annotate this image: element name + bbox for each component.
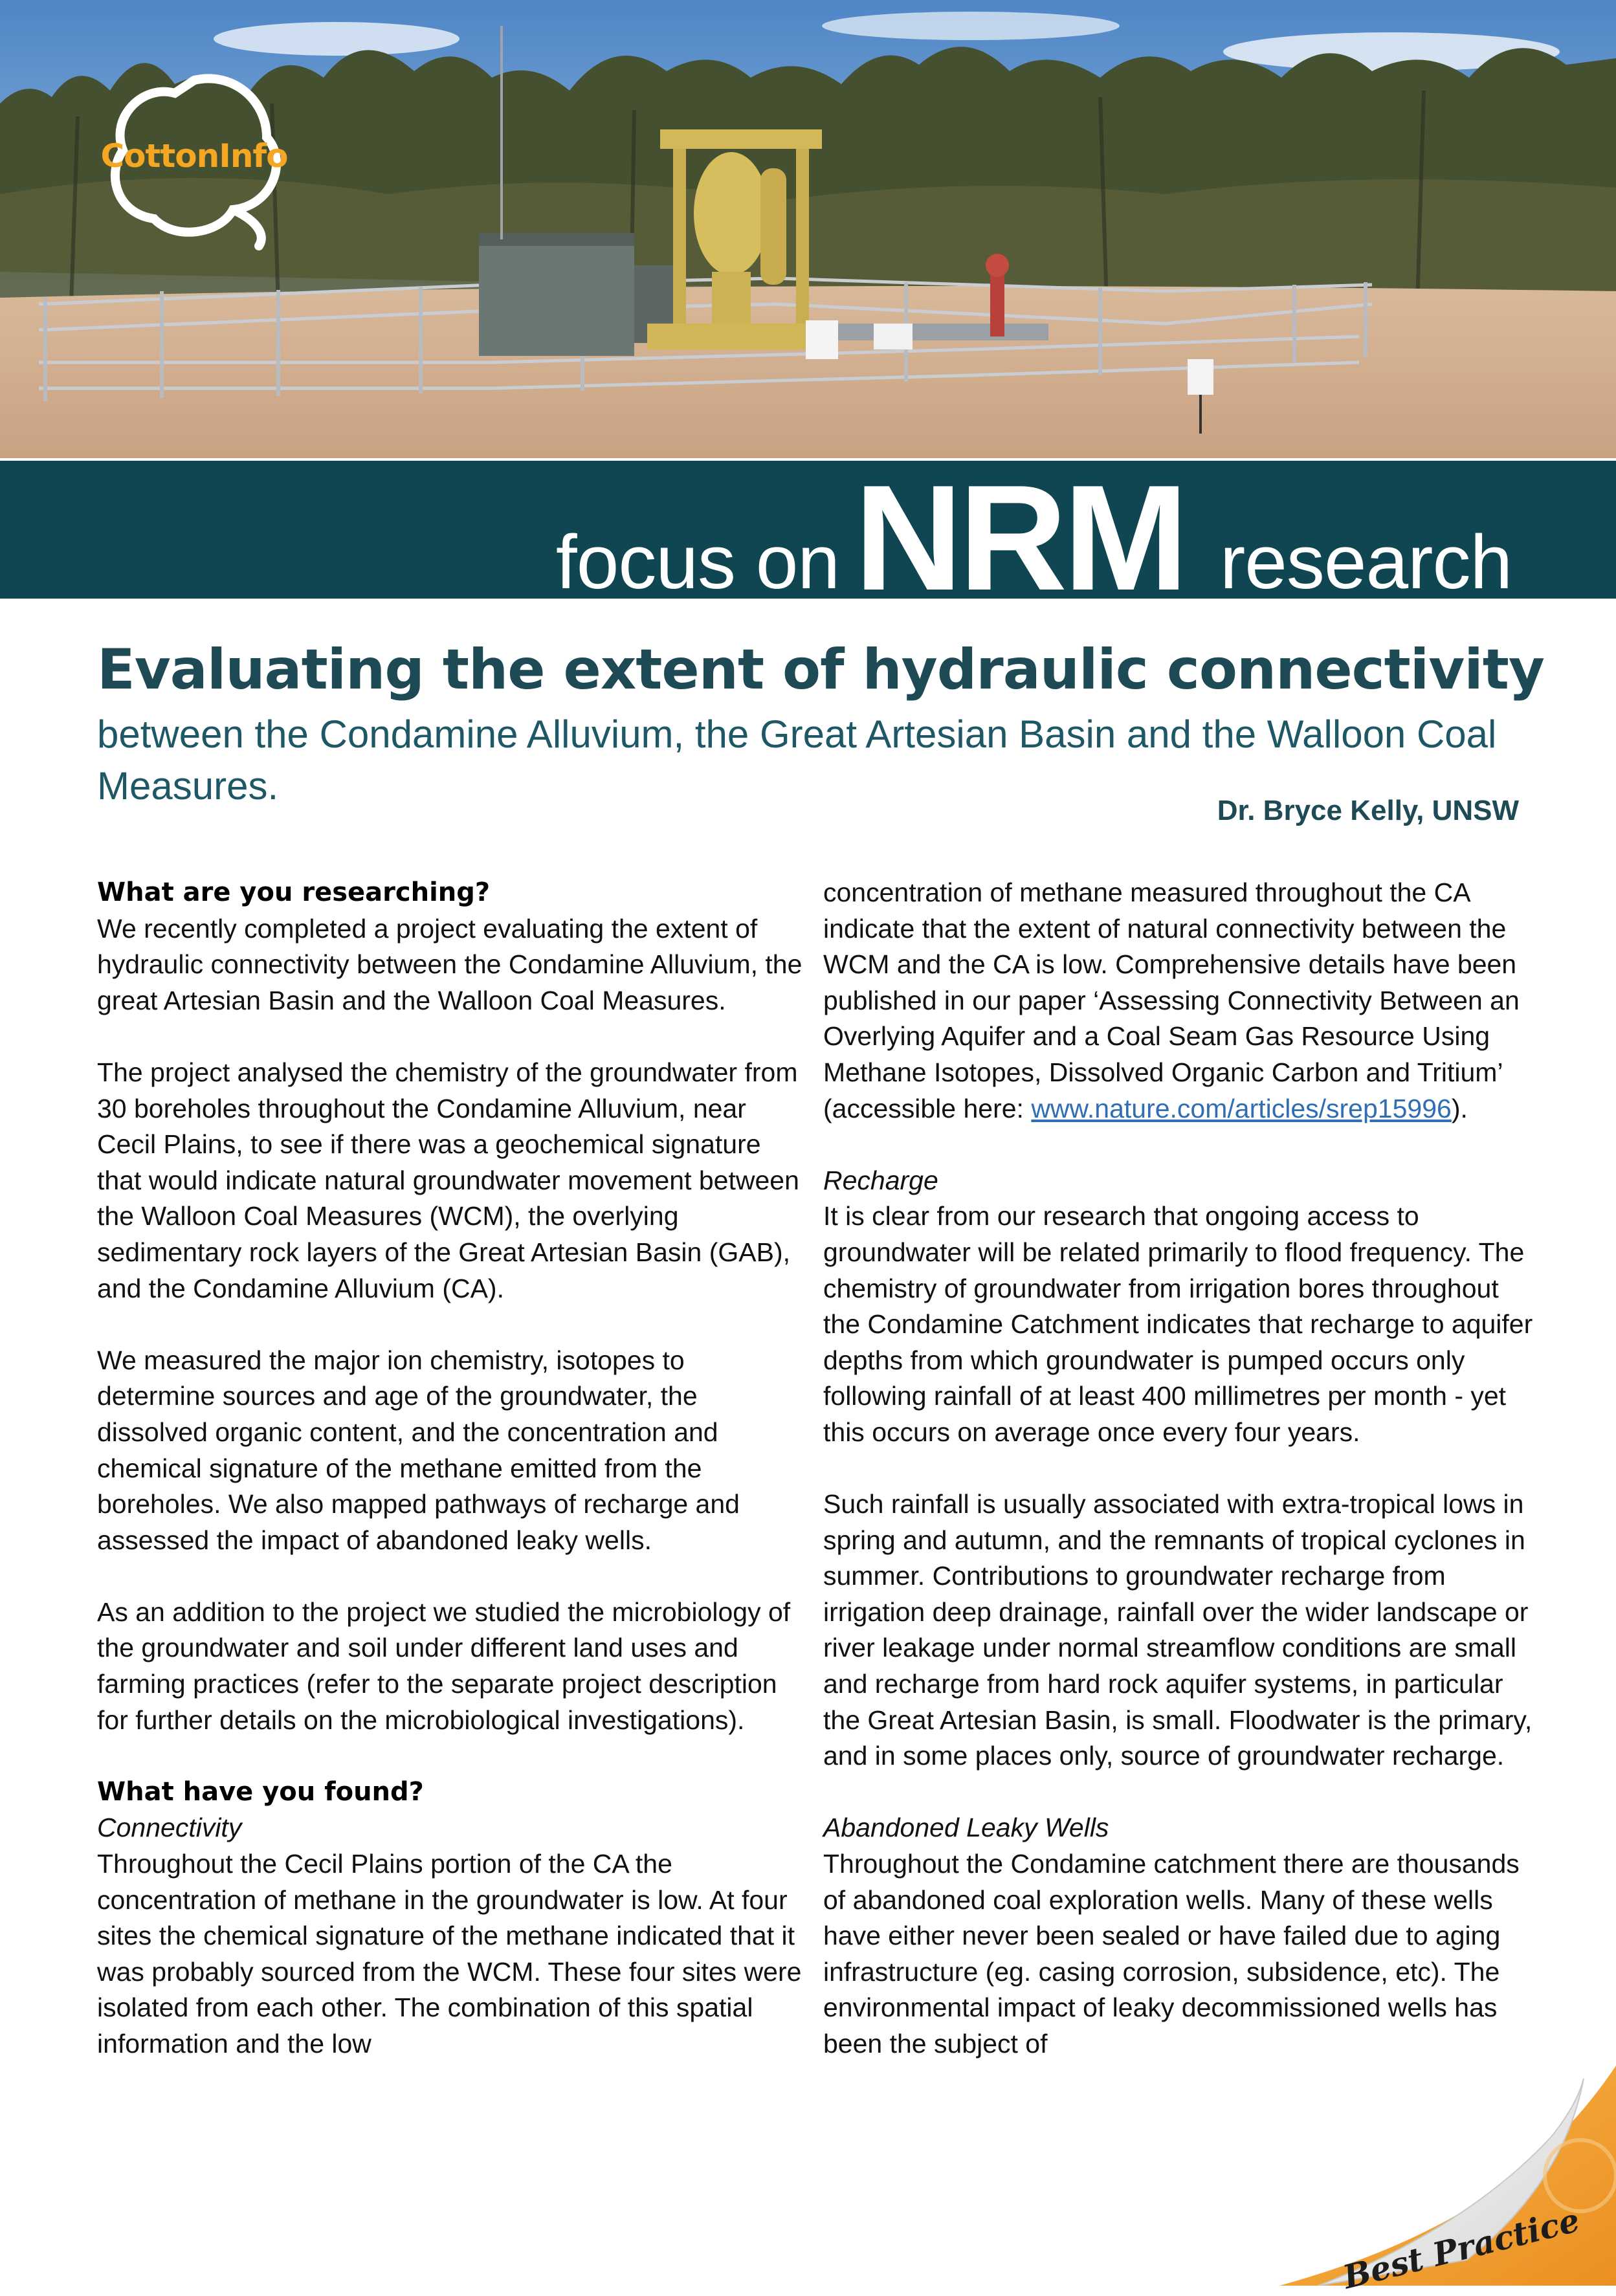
article-author: Dr. Bryce Kelly, UNSW <box>1217 795 1519 826</box>
best-practice-label: Best Practice <box>1339 2200 1584 2296</box>
article-title: Evaluating the extent of hydraulic connectivity <box>97 637 1544 702</box>
subheading-abandoned-leaky-wells: Abandoned Leaky Wells <box>823 1813 1109 1843</box>
paragraph: The project analysed the chemistry of the groundwater from 30 boreholes throughout the Condamine Alluvium, near Cecil Plains, to see if there was a geochemical signature that would indicate natural groundwater movement between the Walloon Coal Measures (WCM), the overlying sedimentary rock layers of the Great Artesian Basin (GAB), and the Condamine Alluvium (CA). <box>97 1057 799 1303</box>
paragraph: We measured the major ion chemistry, isotopes to determine sources and age of the groundwater, the dissolved organic content, and the concentration and chemical signature of the methane emitted from the boreholes. We also mapped pathways of recharge and assessed the impact of abandoned leaky wells. <box>97 1345 740 1555</box>
cottoninfo-logo <box>97 65 291 259</box>
heading-what-are-you-researching: What are you researching? <box>97 878 491 907</box>
banner-research: research <box>1220 520 1512 599</box>
paragraph: As an addition to the project we studied the microbiology of the groundwater and soil under different land uses and farming practices (refer to the separate project description for further details on the microbiological investigations). <box>97 1596 791 1735</box>
best-practice-page-curl <box>1254 2066 1616 2296</box>
right-column <box>823 875 1535 2062</box>
paragraph: It is clear from our research that ongoing access to groundwater will be related primarily to flood frequency. The chemistry of groundwater from irrigation bores throughout the Condamine Catchment indicates that recharge to aquifer depths from which groundwater is pumped occurs only following rainfall of at least 400 millimetres per month - yet this occurs on average once every four years. <box>823 1201 1533 1447</box>
left-column <box>97 875 802 2062</box>
article-link[interactable]: www.nature.com/articles/srep15996 <box>1031 1093 1452 1123</box>
paragraph: We recently completed a project evaluating the extent of hydraulic connectivity between the Condamine Alluvium, the great Artesian Basin and the Walloon Coal Measures. <box>97 913 802 1015</box>
subheading-connectivity: Connectivity <box>97 1813 242 1843</box>
banner-focus-on: focus on <box>555 520 839 599</box>
paragraph-text-end: ). <box>1451 1093 1468 1123</box>
paragraph <box>823 875 1535 1127</box>
focus-on-nrm-research-banner <box>0 461 1616 599</box>
article-subtitle: between the Condamine Alluvium, the Great Artesian Basin and the Walloon Coal Measures. <box>97 712 1497 808</box>
subheading-recharge: Recharge <box>823 1165 938 1195</box>
paragraph: Throughout the Condamine catchment there are thousands of abandoned coal exploration wells. Many of these wells have either never been sealed or have failed due to aging infrastructure (eg. casing corrosion, subsidence, etc). The environmental impact of leaky decommissioned wells has been the subject of <box>823 1849 1520 2059</box>
banner-nrm: NRM <box>854 461 1185 599</box>
heading-what-have-you-found: What have you found? <box>97 1776 424 1807</box>
paragraph: Throughout the Cecil Plains portion of the CA the concentration of methane in the groundwater is low. At four sites the chemical signature of the methane indicated that it was probably sourced from the WCM. These four sites were isolated from each other. The combination of this spatial information and the low <box>97 1849 802 2059</box>
hero-photo <box>0 0 1616 458</box>
paragraph-text: concentration of methane measured throughout the CA indicate that the extent of natural connectivity between the WCM and the CA is low. Comprehensive details have been published in our paper ‘Assessing Connectivity Between an Overlying Aquifer and a Coal Seam Gas Resource Using Methane Isotopes, Dissolved Organic Carbon and Tritium’ (accessible here: <box>823 878 1520 1123</box>
logo-text: CottonInfo <box>100 137 288 175</box>
paragraph: Such rainfall is usually associated with extra-tropical lows in spring and autumn, and the remnants of tropical cyclones in summer. Contributions to groundwater recharge from irrigation deep drainage, rainfall over the wider landscape or river leakage under normal streamflow conditions are small and recharge from hard rock aquifer systems, in particular the Great Artesian Basin, is small. Floodwater is the primary, and in some places only, source of groundwater recharge. <box>823 1489 1533 1771</box>
